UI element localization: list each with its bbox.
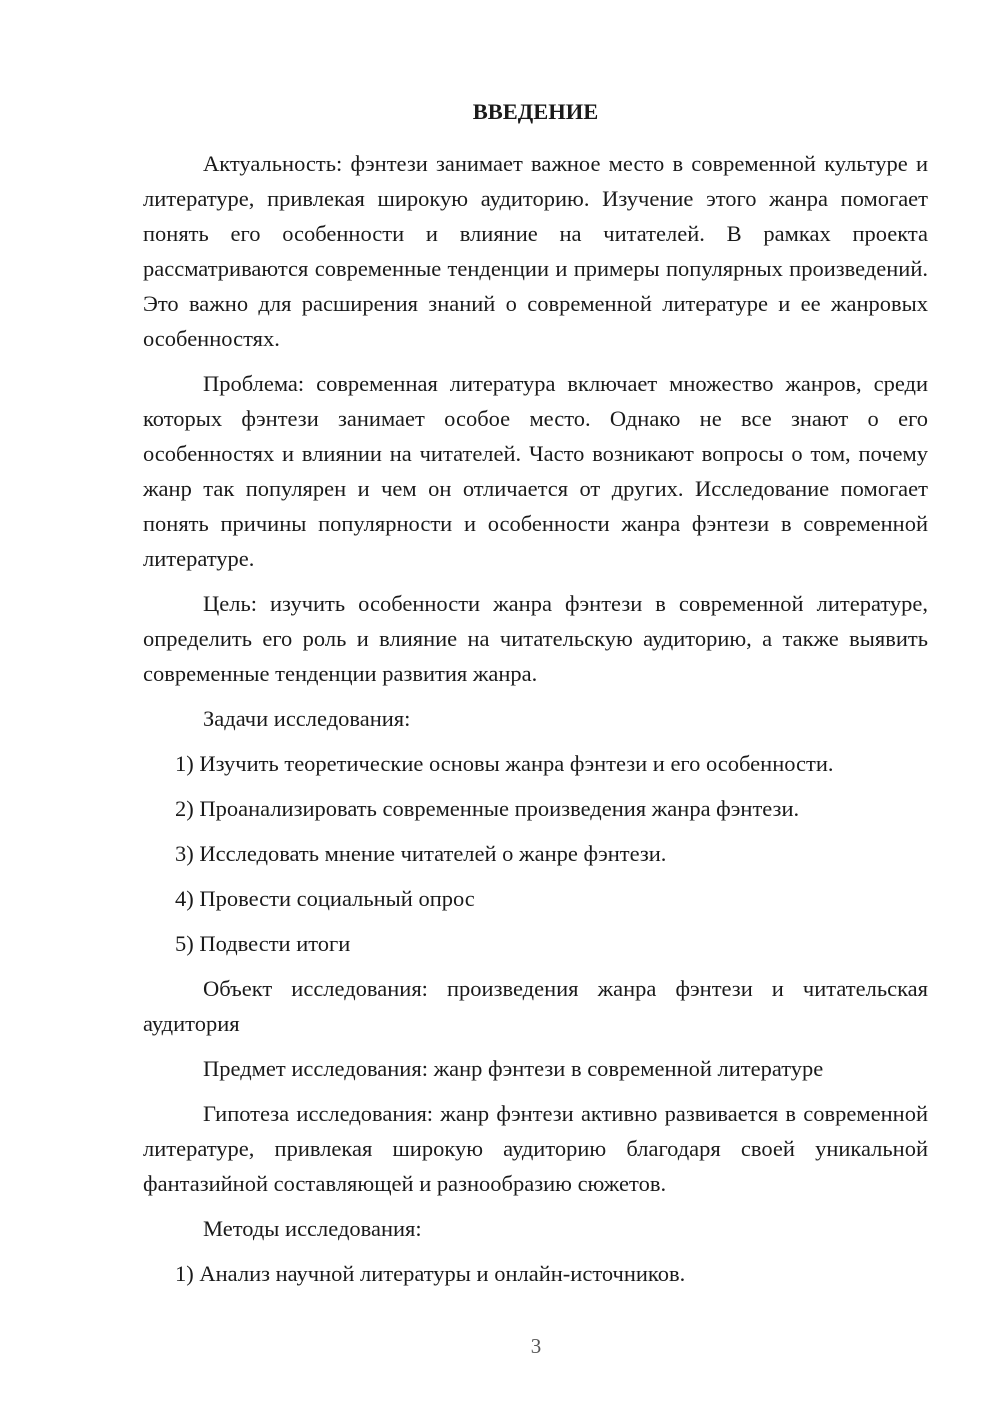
task-item-2: 2) Проанализировать современные произведения жанра фэнтези. [175,796,800,821]
task-item-3: 3) Исследовать мнение читателей о жанре фэнтези. [175,841,667,866]
hypothesis-paragraph: Гипотеза исследования: жанр фэнтези активно развивается в современной литературе, привлекая широкую аудиторию благодаря своей уникальной фантазийной составляющей и разнообразию сюжетов. [143,1101,928,1196]
tasks-heading: Задачи исследования: [203,706,411,731]
section-title: ВВЕДЕНИЕ [472,99,599,124]
problem-paragraph: Проблема: современная литература включает множество жанров, среди которых фэнтези занимает особое место. Однако не все знают о его особенностях и влиянии на читателей. Часто возникают вопросы о том, почему жанр так популярен и чем он отличается от других. Исследование помогает понять причины популярности и особенности жанра фэнтези в современной литературе. [143,371,928,571]
page-number: 3 [530,1334,542,1358]
task-item-4: 4) Провести социальный опрос [175,886,475,911]
subject-line: Предмет исследования: жанр фэнтези в современной литературе [203,1056,824,1081]
task-item-5: 5) Подвести итоги [175,931,351,956]
method-item-1: 1) Анализ научной литературы и онлайн-источников. [175,1261,686,1286]
methods-heading: Методы исследования: [203,1216,422,1241]
task-item-1: 1) Изучить теоретические основы жанра фэнтези и его особенности. [175,751,834,776]
goal-paragraph: Цель: изучить особенности жанра фэнтези в современной литературе, определить его роль и влияние на читательскую аудиторию, а также выявить современные тенденции развития жанра. [143,591,928,686]
object-paragraph: Объект исследования: произведения жанра фэнтези и читательская аудитория [143,976,928,1036]
page-body [143,94,928,1301]
relevance-paragraph: Актуальность: фэнтези занимает важное место в современной культуре и литературе, привлекая широкую аудиторию. Изучение этого жанра помогает понять его особенности и влияние на читателей. В рамках проекта рассматриваются современные тенденции и примеры популярных произведений. Это важно для расширения знаний о современной литературе и ее жанровых особенностях. [143,151,928,351]
